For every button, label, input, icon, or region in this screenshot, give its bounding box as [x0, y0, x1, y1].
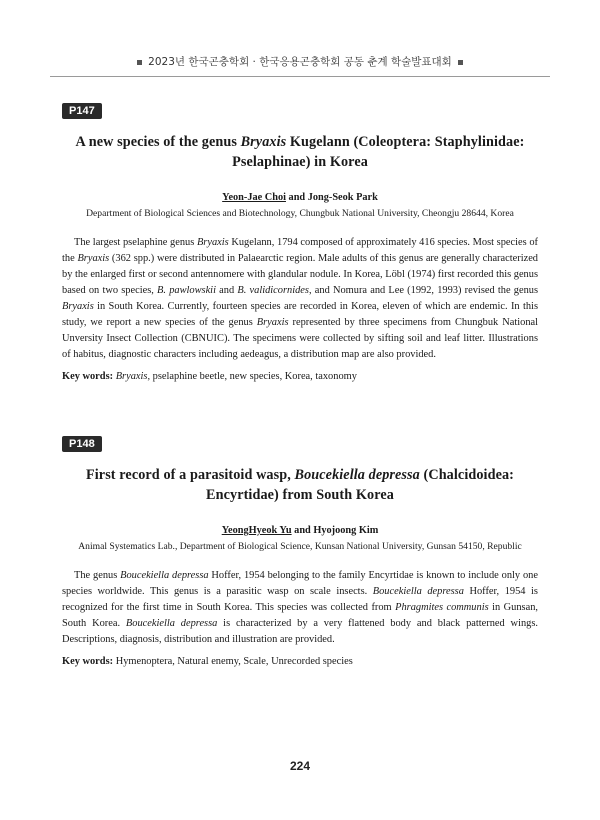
- entry-abstract: The genus Boucekiella depressa Hoffer, 1954 belonging to the family Encyrtidae is known to include only one species worldwide. This genus is a parasitic wasp on scale insects. Boucekiella depressa Hoffer, 1954 is recognized for the first time in South Korea. This species was collected from Phragmites communis in Gunsan, South Korea. Boucekiella depressa is characterized by a very flattened body and black patterned wings. Descriptions, diagnosis, distribution and illustration are provided.: [62, 570, 538, 645]
- entry-abstract: The largest pselaphine genus Bryaxis Kugelann, 1794 composed of approximately 416 species. Most species of the Bryaxis (362 spp.) were distributed in Palaearctic region. Male adults of this genus are generally characterized by the enlarged first or second antennomere with glandular nodule. In Korea, Löbl (1974) first recorded this genus based on two species, B. pawlowskii and B. validicornides, and Nomura and Lee (1992, 1993) revised the genus Bryaxis in South Korea. Currently, fourteen species are recorded in Korea, eleven of which are endemic. In this study, we report a new species of the genus Bryaxis represented by three specimens from Chungbuk National Unversity Insect Collection (CBNUIC). The specimens were collected by sifting soil and leaf litter. Illustrations of habitus, diagnostic characters including aedeagus, a distribution map are also provided.: [62, 237, 539, 360]
- running-header: [50, 48, 550, 77]
- page-number: 224: [289, 759, 311, 773]
- entry-authors: Yeon-Jae Choi and Jong-Seok Park: [222, 192, 378, 203]
- entry-id-badge: P148: [62, 436, 102, 452]
- header-text: 2023년 한국곤충학회 · 한국응용곤충학회 공동 춘계 학술발표대회: [148, 56, 452, 68]
- entry-title: First record of a parasitoid wasp, Boucekiella depressa (Chalcidoidea: Encyrtidae) from South Korea: [85, 467, 514, 503]
- abstract-entry-p147: [62, 101, 538, 382]
- entry-affiliation: Animal Systematics Lab., Department of Biological Science, Kunsan National University, Gunsan 54150, Republic: [78, 541, 522, 552]
- entry-keywords: Key words: Hymenoptera, Natural enemy, Scale, Unrecorded species: [62, 656, 353, 667]
- entry-authors: YeongHyeok Yu and Hyojoong Kim: [221, 525, 379, 536]
- entry-keywords: Key words: Bryaxis, pselaphine beetle, new species, Korea, taxonomy: [62, 371, 357, 382]
- entry-affiliation: Department of Biological Sciences and Biotechnology, Chungbuk National University, Cheongju 28644, Korea: [86, 208, 514, 219]
- square-bullet-icon: [137, 60, 142, 65]
- entry-title: A new species of the genus Bryaxis Kugelann (Coleoptera: Staphylinidae: Pselaphinae) in Korea: [75, 134, 525, 170]
- entry-id-badge: P147: [62, 103, 102, 119]
- square-bullet-icon: [458, 60, 463, 65]
- abstract-entry-p148: [62, 434, 538, 667]
